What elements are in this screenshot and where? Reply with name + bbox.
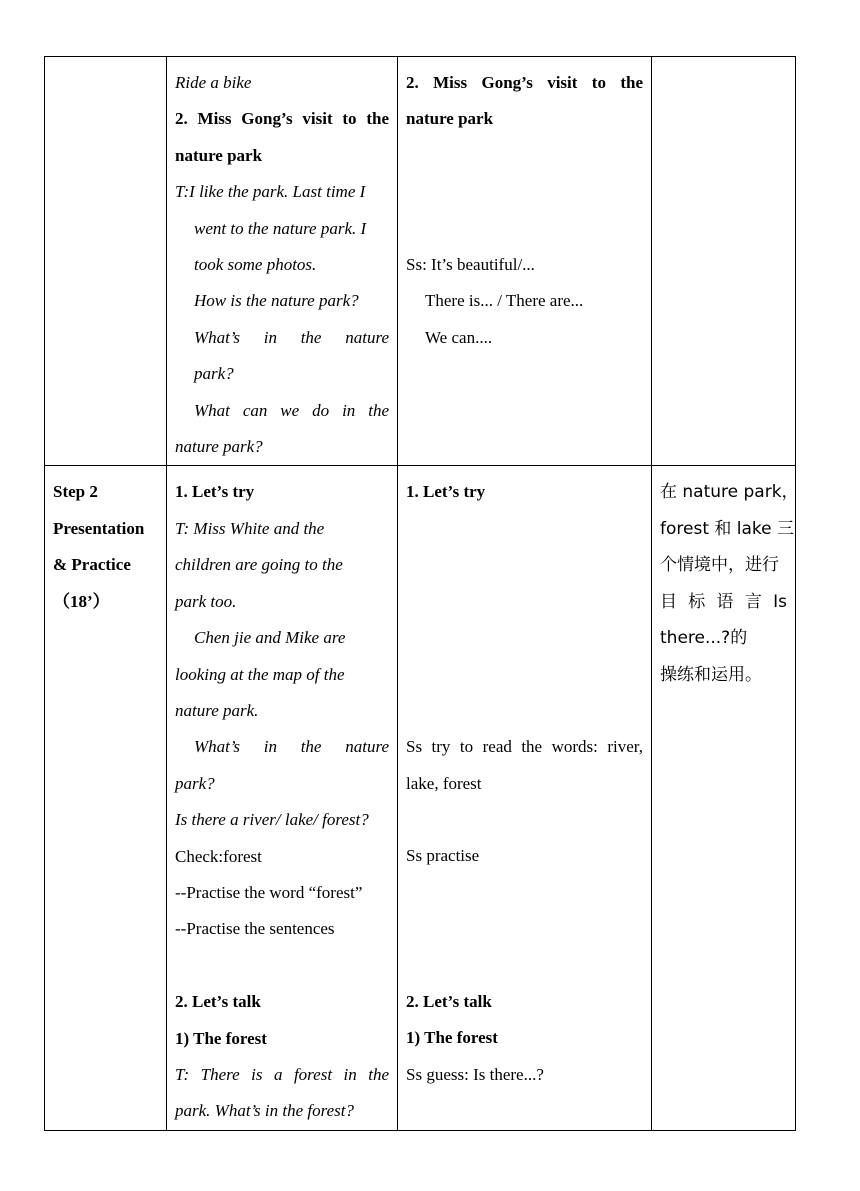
section-heading: 2. Let’s talk — [406, 992, 492, 1011]
section-heading: 2. Let’s talk — [175, 992, 261, 1012]
section-heading: 1. Let’s try — [406, 482, 486, 502]
text-line: nature park? — [175, 437, 263, 457]
text-line: park too. — [175, 591, 237, 611]
section-heading: 2. Miss Gong’s visit to the — [175, 109, 389, 129]
text-line: there...?的 — [660, 628, 748, 649]
step-title: Step 2 — [53, 482, 98, 502]
step-title: Presentation — [53, 518, 145, 538]
text-line: 在 nature park， — [660, 482, 799, 503]
step-duration: （18’） — [53, 591, 110, 611]
purpose-cell — [652, 466, 799, 1130]
text-line: Ride a bike — [175, 73, 252, 92]
text-line: 个情境中，进行 — [660, 555, 779, 576]
text-line: took some photos. — [194, 255, 317, 275]
text-line: What’s in the nature — [194, 737, 389, 757]
text-line: 目 标 语 言 Is — [660, 591, 787, 612]
text-line: Ss: It’s beautiful/... — [406, 254, 535, 274]
student-activity-cell — [398, 466, 652, 1130]
text-line: park. What’s in the forest? — [175, 1101, 354, 1121]
text-line: children are going to the — [175, 555, 343, 575]
step-title: & Practice — [53, 555, 131, 575]
section-heading: 1) The forest — [406, 1028, 498, 1048]
text-line: looking at the map of the — [175, 664, 345, 684]
section-heading: nature park — [175, 145, 263, 165]
text-line: Check:forest — [175, 846, 262, 866]
section-heading: 1) The forest — [175, 1028, 267, 1048]
purpose-cell — [652, 57, 796, 466]
lesson-plan-table — [44, 56, 799, 1131]
text-line: T: There is a forest in the — [175, 1064, 389, 1084]
text-line: --Practise the sentences — [175, 919, 335, 939]
table-row — [45, 57, 796, 466]
text-line: lake, forest — [406, 773, 482, 793]
text-line: Is there a river/ lake/ forest? — [175, 810, 369, 830]
step-cell — [45, 57, 167, 466]
text-line: Ss try to read the words: river, — [406, 737, 643, 757]
table-row — [45, 466, 796, 1130]
text-line: forest 和 lake 三 — [660, 518, 795, 539]
text-line: T:I like the park. Last time I — [175, 182, 366, 202]
text-line: How is the nature park? — [194, 291, 359, 311]
text-line: Ss guess: Is there...? — [406, 1064, 544, 1084]
teacher-activity-cell — [167, 466, 398, 1130]
text-line: T: Miss White and the — [175, 518, 325, 538]
text-line: park? — [175, 773, 215, 793]
text-line: What’s in the nature — [194, 327, 389, 347]
section-heading: 1. Let’s try — [175, 482, 255, 502]
student-activity-cell — [398, 57, 652, 466]
text-line: nature park. — [175, 700, 259, 720]
text-line: park? — [194, 364, 234, 384]
teacher-activity-cell — [167, 57, 398, 466]
section-heading: nature park — [406, 109, 494, 129]
step-cell — [45, 466, 167, 1130]
text-line: Ss practise — [406, 846, 480, 866]
text-line: What can we do in the — [194, 400, 389, 420]
section-heading: 2. Miss Gong’s visit to the — [406, 73, 643, 92]
text-line: Chen jie and Mike are — [194, 628, 346, 648]
text-line: 操练和运用。 — [660, 664, 762, 685]
text-line: went to the nature park. I — [194, 218, 367, 238]
text-line: We can.... — [425, 327, 493, 347]
text-line: There is... / There are... — [425, 291, 584, 311]
text-line: --Practise the word “forest” — [175, 882, 363, 902]
